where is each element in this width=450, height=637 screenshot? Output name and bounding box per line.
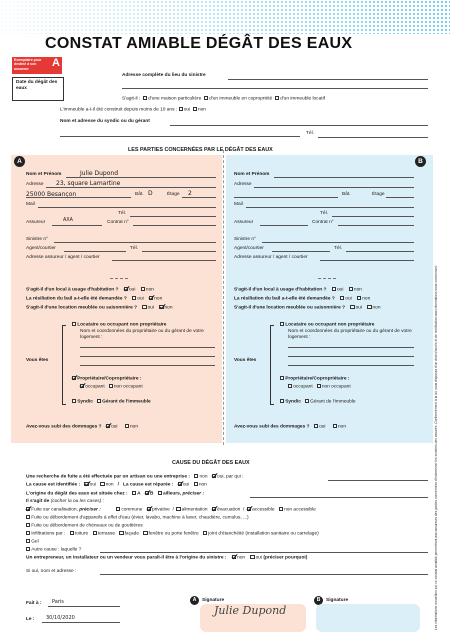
a-q3-non-checkbox[interactable] <box>159 305 163 309</box>
a-proprio-label: Propriétaire/Copropriétaire : <box>77 376 142 382</box>
a-locataire-label: Locataire ou occupant non propriétaire <box>77 322 167 328</box>
b-agent-label: Agent/courtier <box>234 246 264 251</box>
sig-a-label: Signature <box>202 598 225 603</box>
cause-l2a-non-checkbox[interactable] <box>100 482 104 486</box>
a-non-occupant-checkbox[interactable] <box>109 384 113 388</box>
cause-l11-non-label: non <box>237 555 246 561</box>
a-agent-addr-label: Adresse assureur / agent / courtier <box>26 255 100 260</box>
b-q2-oui-checkbox[interactable] <box>340 296 344 300</box>
b-locataire-line-3[interactable] <box>288 365 414 366</box>
a-sinistre-line[interactable] <box>54 242 216 243</box>
cause-l5-preciser: préciser : <box>79 507 101 513</box>
b-separator <box>318 278 336 279</box>
cause-l8-facade-label: façade <box>124 531 139 537</box>
b-brace <box>270 325 274 405</box>
cause-l7 <box>26 523 143 530</box>
a-tel-label: Tél. <box>118 211 126 216</box>
le-line <box>42 622 120 623</box>
b-syndic-row <box>280 399 356 406</box>
cause-l9-checkbox[interactable] <box>26 539 30 543</box>
cause-l3-ailleurs-label: ailleurs, <box>163 491 182 497</box>
a-dommages-non-label: non <box>130 424 139 430</box>
cause-l3-a-checkbox[interactable] <box>132 491 136 495</box>
b-q3 <box>234 305 381 312</box>
copy-badge-letter: A <box>52 57 60 69</box>
a-dommages-row <box>26 424 138 431</box>
cause-l1-non-checkbox[interactable] <box>194 474 198 478</box>
a-q2-text: La résiliation du bail a-t-elle été demandée ? <box>26 296 127 302</box>
cause-l8-joint-label: joint d'étanchéité (installation sanitaire ou carrelage) <box>208 531 319 537</box>
cause-l1-text: Une recherche de fuite a été effectuée par un artisan ou une entreprise : <box>26 474 190 480</box>
b-locataire-label: Locataire ou occupant non propriétaire <box>285 322 375 328</box>
a-locataire-line-2[interactable] <box>80 356 215 357</box>
cause-l6-checkbox[interactable] <box>26 515 30 519</box>
b-dommages-row <box>234 424 346 431</box>
b-dommages-non-label: non <box>338 424 347 430</box>
a-dommages-non-checkbox[interactable] <box>125 424 129 428</box>
cause-l5-non-accessible-checkbox[interactable] <box>279 507 283 511</box>
b-city-line[interactable] <box>234 197 338 198</box>
cause-l11-oui-checkbox[interactable] <box>250 555 254 559</box>
b-address-label: Adresse <box>234 182 252 187</box>
b-dommages-oui-checkbox[interactable] <box>314 424 318 428</box>
a-vous-etes: Vous êtes <box>26 358 49 363</box>
b-q1-oui-checkbox[interactable] <box>332 287 336 291</box>
b-dommages-oui-label: oui <box>319 424 326 430</box>
a-etage-line <box>182 197 216 198</box>
b-etage-label: Étage <box>372 192 385 197</box>
cause-l5-commune-checkbox[interactable] <box>116 507 120 511</box>
b-q1-oui-label: oui <box>336 287 344 293</box>
sig-b-box[interactable] <box>316 604 420 632</box>
b-q3-non-label: non <box>372 305 381 311</box>
a-agent-tel-label: Tél. <box>130 246 138 251</box>
cause-l5-evacuation-checkbox[interactable] <box>212 507 216 511</box>
b-gerant-checkbox[interactable] <box>305 399 309 403</box>
age-row <box>60 107 206 114</box>
building-type-row <box>122 96 325 103</box>
cause-l11-text: Un entrepreneur, un installateur ou un vendeur vous paraît-il être à l'origine du sinistre : <box>26 555 227 561</box>
a-proprio-checkbox[interactable] <box>72 376 76 380</box>
cause-l8-fenetre-checkbox[interactable] <box>143 531 147 535</box>
b-q1 <box>234 287 362 294</box>
b-assureur-line[interactable] <box>260 225 308 226</box>
sig-a-badge: A <box>190 596 199 605</box>
cause-l1 <box>26 474 243 481</box>
cause-l9 <box>26 539 39 546</box>
building-option-label: d'une maison particulière <box>148 96 202 102</box>
b-agent-addr-line[interactable] <box>320 260 414 261</box>
a-occupant-label: occupant <box>85 384 105 390</box>
cause-l2a-non-label: non <box>105 482 114 488</box>
b-mail-line[interactable] <box>246 207 414 208</box>
a-bat-label: Bât. <box>135 192 144 197</box>
b-syndic-checkbox[interactable] <box>280 399 284 403</box>
cause-l5-non-accessible-label: non accessible <box>284 507 316 513</box>
cause-l8-joint-checkbox[interactable] <box>203 531 207 535</box>
a-city-value[interactable]: 25000 Besançon <box>26 191 77 198</box>
cause-l3-text: L'origine du dégât des eaux est située chez : <box>26 491 128 497</box>
page-title: CONSTAT AMIABLE DÉGÂT DES EAUX <box>45 35 353 52</box>
b-mail-label: Mail <box>234 202 243 207</box>
b-q2 <box>234 296 370 303</box>
cause-l8-fenetre-label: fenêtre ou porte fenêtre <box>148 531 199 537</box>
a-syndic-row <box>72 399 151 406</box>
b-bat-label: Bât. <box>342 192 351 197</box>
b-occupant-checkbox[interactable] <box>288 384 292 388</box>
party-b-badge: B <box>415 156 426 167</box>
cause-l1-oui-label: oui, par qui : <box>217 474 244 480</box>
b-q2-non-checkbox[interactable] <box>357 296 361 300</box>
date-label: Date du dégât des eaux <box>16 80 58 91</box>
cause-l10-checkbox[interactable] <box>26 547 30 551</box>
building-prefix: S'agit-il : <box>122 96 141 102</box>
a-name-line <box>66 177 216 178</box>
copy-badge <box>12 57 62 74</box>
a-address-label: Adresse <box>26 182 44 187</box>
a-locataire-row <box>72 322 166 329</box>
a-bat-value[interactable]: D <box>148 190 153 197</box>
address-line[interactable] <box>228 79 428 80</box>
cause-l5-evacuation-label: évacuation <box>217 507 241 513</box>
a-q1-text: S'agit-il d'un local à usage d'habitation ? <box>26 287 119 293</box>
a-occupant-row <box>80 384 143 391</box>
b-address-line[interactable] <box>254 187 414 188</box>
cause-l2a-oui-label: oui <box>89 482 97 488</box>
a-agent-line[interactable] <box>64 251 126 252</box>
b-vous-etes: Vous êtes <box>234 358 257 363</box>
a-agent-addr-line[interactable] <box>112 260 216 261</box>
parties-title: LES PARTIES CONCERNÉES PAR LE DÉGÂT DES EAUX <box>128 147 273 153</box>
a-q3-non-label: non <box>164 305 173 311</box>
b-name-label: Nom et Prénom <box>234 172 270 177</box>
a-mail-line[interactable] <box>38 207 216 208</box>
date-field[interactable] <box>12 77 64 101</box>
building-option-checkbox[interactable] <box>143 96 147 100</box>
cause-l8-terrasse-label: terrasse <box>97 531 116 537</box>
cause-l12-line[interactable] <box>100 574 428 575</box>
cause-l3-a-label: A <box>137 491 141 497</box>
party-a-badge: A <box>14 156 25 167</box>
b-q1-non-checkbox[interactable] <box>349 287 353 291</box>
b-sinistre-label: Sinistre n° <box>234 237 256 242</box>
cause-l2b-oui-label: oui <box>182 482 190 488</box>
cause-l11-non-checkbox[interactable] <box>232 555 236 559</box>
cause-l2a-oui-checkbox[interactable] <box>84 482 88 486</box>
cause-l5-accessible-checkbox[interactable] <box>247 507 251 511</box>
sig-b-badge: B <box>314 596 323 605</box>
b-agent-tel-label: Tél. <box>334 246 342 251</box>
cause-l5-privative-checkbox[interactable] <box>147 507 151 511</box>
syndic-tel-line[interactable] <box>318 137 428 138</box>
copy-badge-text: Exemplaire pour destiné à son assureur <box>14 58 42 71</box>
a-separator <box>110 278 128 279</box>
b-proprio-checkbox[interactable] <box>280 376 284 380</box>
cause-l5-text: Fuite sur canalisation, <box>31 507 78 513</box>
cause-l11 <box>26 555 307 562</box>
a-q1-oui-label: oui <box>128 287 136 293</box>
a-q1-non-checkbox[interactable] <box>141 287 145 291</box>
cause-l11-note: (préciser pourquoi) <box>263 555 308 561</box>
a-address-value[interactable]: 23, square Lamartine <box>56 180 121 187</box>
fait-value[interactable]: Paris <box>52 599 64 605</box>
building-option-checkbox[interactable] <box>275 96 279 100</box>
address-line-2[interactable] <box>122 88 428 89</box>
cause-l8-toiture-checkbox[interactable] <box>70 531 74 535</box>
parties-divider <box>223 150 224 445</box>
b-sinistre-line[interactable] <box>262 242 414 243</box>
cause-l5-commune-label: commune <box>121 507 143 513</box>
cause-l3-ailleurs-checkbox[interactable] <box>158 491 162 495</box>
sig-b-label: Signature <box>326 598 349 603</box>
age-non-label: non <box>197 107 206 113</box>
cause-l8-toiture-label: toiture <box>74 531 89 537</box>
building-option-label: d'un immeuble locatif <box>280 96 325 102</box>
a-q3-oui-label: oui <box>147 305 154 311</box>
cause-l5-checkbox[interactable] <box>26 507 30 511</box>
age-non-checkbox[interactable] <box>193 107 197 111</box>
b-q3-oui-checkbox[interactable] <box>350 305 354 309</box>
a-sinistre-label: Sinistre n° <box>26 237 48 242</box>
a-q3 <box>26 305 173 312</box>
cause-l3-b-label: B <box>150 491 154 497</box>
cause-l5-alimentation-checkbox[interactable] <box>176 507 180 511</box>
le-label: Le : <box>26 617 35 622</box>
b-locataire-sub: Nom et coordonnées du propriétaire ou du gérant de votre logement : <box>288 329 412 340</box>
le-value[interactable]: 30/10/2020 <box>46 615 75 621</box>
a-address-line <box>46 187 216 188</box>
b-locataire-row <box>280 322 374 329</box>
b-occupant-row <box>288 384 351 391</box>
b-non-occupant-label: non occupant <box>321 384 351 390</box>
b-q2-oui-label: oui <box>345 296 352 302</box>
b-assureur-label: Assureur <box>234 220 254 225</box>
a-etage-value[interactable]: 2 <box>188 190 192 197</box>
cause-l8-checkbox[interactable] <box>26 531 30 535</box>
legal-sidebar-text: Les informations recueillies sur ce constat amiable permettront aux assureurs des parties concernées d'indemniser les sinistres des assurés. Conformément à la loi, vous disposez d'un droit d'accès et de rectification aux informations vous concernant. <box>434 265 438 630</box>
cause-l8-terrasse-checkbox[interactable] <box>93 531 97 535</box>
building-option-checkbox[interactable] <box>204 96 208 100</box>
a-agent-tel-line[interactable] <box>142 251 216 252</box>
cause-l7-text: Fuite ou débordement de chéneaux ou de gouttières <box>31 523 143 529</box>
a-gerant-checkbox[interactable] <box>97 399 101 403</box>
a-syndic-label: Syndic <box>77 399 93 405</box>
a-dommages-text: Avez-vous subi des dommages ? <box>26 424 102 430</box>
cause-l5: Fuite sur canalisation, préciser : commune privative / alimentation évacuation / accessible non accessible <box>26 507 316 514</box>
cause-l3-line[interactable] <box>250 497 428 498</box>
b-occupant-label: occupant <box>293 384 313 390</box>
a-contrat-line[interactable] <box>133 225 216 226</box>
a-locataire-line[interactable] <box>80 347 215 348</box>
cause-l4-note: (cocher la ou les cases) : <box>50 499 104 504</box>
cause-l12: Si oui, nom et adresse : <box>26 569 77 574</box>
a-dommages-oui-label: oui <box>111 424 118 430</box>
b-etage-line[interactable] <box>386 197 414 198</box>
a-city-line <box>26 197 131 198</box>
a-q2-non-checkbox[interactable] <box>149 296 153 300</box>
building-option-label: d'un immeuble en copropriété <box>209 96 273 102</box>
cause-l2b-non-label: non <box>198 482 207 488</box>
fait-label: Fait à : <box>26 601 42 606</box>
b-gerant-label: Gérant de l'immeuble <box>310 399 356 405</box>
b-q2-text: La résiliation du bail a-t-elle été demandée ? <box>234 296 335 302</box>
legal-sidebar <box>432 60 446 630</box>
cause-l2b-oui-checkbox[interactable] <box>178 482 182 486</box>
cause-l7-checkbox[interactable] <box>26 523 30 527</box>
b-agent-tel-line[interactable] <box>346 251 414 252</box>
b-agent-line[interactable] <box>272 251 330 252</box>
age-oui-checkbox[interactable] <box>179 107 183 111</box>
sig-a-value: Julie Dupond <box>214 604 287 617</box>
syndic-line-2[interactable] <box>60 136 300 137</box>
a-assureur-value[interactable]: AXA <box>63 218 73 223</box>
cause-l5-accessible-label: accessible <box>252 507 275 513</box>
syndic-tel-label: Tél. <box>306 131 314 136</box>
cause-l2: La cause est identifiée : oui non / La cause est réparée : oui non <box>26 482 207 488</box>
b-contrat-label: Contrat n° <box>312 220 334 225</box>
a-brace <box>62 325 66 405</box>
a-assureur-line <box>52 225 102 226</box>
cause-l1-non-label: non <box>199 474 208 480</box>
a-agent-label: Agent/courtier <box>26 246 56 251</box>
b-tel-label: Tél. <box>320 211 328 216</box>
a-q1-non-label: non <box>145 287 154 293</box>
b-q3-non-checkbox[interactable] <box>367 305 371 309</box>
b-q1-non-label: non <box>353 287 362 293</box>
cause-l10-line[interactable] <box>100 552 428 553</box>
b-proprio-label: Propriétaire/Copropriétaire : <box>285 376 350 382</box>
syndic-line[interactable] <box>170 125 428 126</box>
a-gerant-label: Gérant de l'immeuble <box>102 399 151 405</box>
a-etage-label: Étage <box>167 192 180 197</box>
cause-l5-alimentation-label: alimentation <box>181 507 208 513</box>
a-name-label: Nom et Prénom <box>26 172 62 177</box>
a-q2-non-label: non <box>154 296 163 302</box>
cause-l2a-text: La cause est identifiée : <box>26 482 81 488</box>
a-non-occupant-label: non occupant <box>113 384 143 390</box>
b-tel-line[interactable] <box>332 216 414 217</box>
cause-title: CAUSE DU DÉGÂT DES EAUX <box>172 460 250 466</box>
b-agent-addr-label: Adresse assureur / agent / courtier <box>234 255 308 260</box>
a-mail-label: Mail <box>26 202 35 207</box>
b-locataire-line-2[interactable] <box>288 356 414 357</box>
cause-l8 <box>26 531 319 538</box>
a-q1-oui-checkbox[interactable] <box>124 287 128 291</box>
age-oui-label: oui <box>183 107 191 113</box>
cause-l8-text: Infiltrations par : <box>31 531 66 537</box>
cause-l10-text: Autre cause : laquelle ? <box>31 547 82 553</box>
a-q1 <box>26 287 154 294</box>
a-assureur-label: Assureur <box>26 220 46 225</box>
cause-l4-text: Il s'agit de <box>26 499 50 504</box>
cause-l9-text: Gel <box>31 539 39 545</box>
b-name-line[interactable] <box>274 177 414 178</box>
a-locataire-sub: Nom et coordonnées du propriétaire ou du gérant de votre logement : <box>80 329 204 340</box>
cause-l6 <box>26 515 249 522</box>
cause-l2b-non-checkbox[interactable] <box>194 482 198 486</box>
cause-l8-facade-checkbox[interactable] <box>119 531 123 535</box>
a-locataire-checkbox[interactable] <box>72 322 76 326</box>
a-dommages-oui-checkbox[interactable] <box>106 424 110 428</box>
cause-l1-oui-checkbox[interactable] <box>212 474 216 478</box>
cause-l3 <box>26 491 204 498</box>
b-q1-text: S'agit-il d'un local à usage d'habitation ? <box>234 287 327 293</box>
a-q2 <box>26 296 162 303</box>
a-syndic-checkbox[interactable] <box>72 399 76 403</box>
a-occupant-checkbox[interactable] <box>80 384 84 388</box>
b-locataire-checkbox[interactable] <box>280 322 284 326</box>
a-q2-oui-label: oui <box>137 296 144 302</box>
a-locataire-line-3[interactable] <box>80 365 215 366</box>
b-dommages-non-checkbox[interactable] <box>333 424 337 428</box>
cause-l3-preciser: préciser : <box>182 491 205 497</box>
b-syndic-label: Syndic <box>285 399 301 405</box>
b-contrat-line[interactable] <box>338 225 414 226</box>
cause-l11-oui-label: oui <box>255 555 263 561</box>
syndic-label: Nom et adresse du syndic ou du gérant <box>60 119 150 124</box>
cause-l6-text: Fuite ou débordement d'appareils à effet d'eau (évier, lavabo, machine à laver, chaudière, cumulus, ...) <box>31 515 249 521</box>
b-proprio-row <box>280 376 349 383</box>
b-locataire-line[interactable] <box>288 347 414 348</box>
cause-l5-privative-label: privative <box>151 507 170 513</box>
b-non-occupant-checkbox[interactable] <box>317 384 321 388</box>
b-q3-text: S'agit-il d'une location meublée ou saisonnière ? <box>234 305 346 311</box>
a-q2-oui-checkbox[interactable] <box>132 296 136 300</box>
cause-l2b-text: La cause est réparée : <box>122 482 174 488</box>
cause-l3-b-checkbox[interactable] <box>145 491 149 495</box>
a-tel-line[interactable] <box>130 216 216 217</box>
age-label: L'immeuble a-t-il été construit depuis moins de 10 ans : <box>60 107 178 113</box>
b-q3-oui-label: oui <box>355 305 362 311</box>
fait-line <box>48 606 120 607</box>
a-q3-text: S'agit-il d'une location meublée ou saisonnière ? <box>26 305 138 311</box>
b-q2-non-label: non <box>362 296 371 302</box>
cause-l1-line[interactable] <box>328 480 428 481</box>
cause-l4 <box>26 499 104 505</box>
b-dommages-text: Avez-vous subi des dommages ? <box>234 424 310 430</box>
address-label: Adresse complète du lieu du sinistre <box>122 73 206 78</box>
a-contrat-label: Contrat n° <box>107 220 129 225</box>
a-q3-oui-checkbox[interactable] <box>142 305 146 309</box>
a-name-value[interactable]: Julie Dupond <box>80 170 119 177</box>
header-fade <box>0 0 450 34</box>
cause-l10 <box>26 547 81 554</box>
